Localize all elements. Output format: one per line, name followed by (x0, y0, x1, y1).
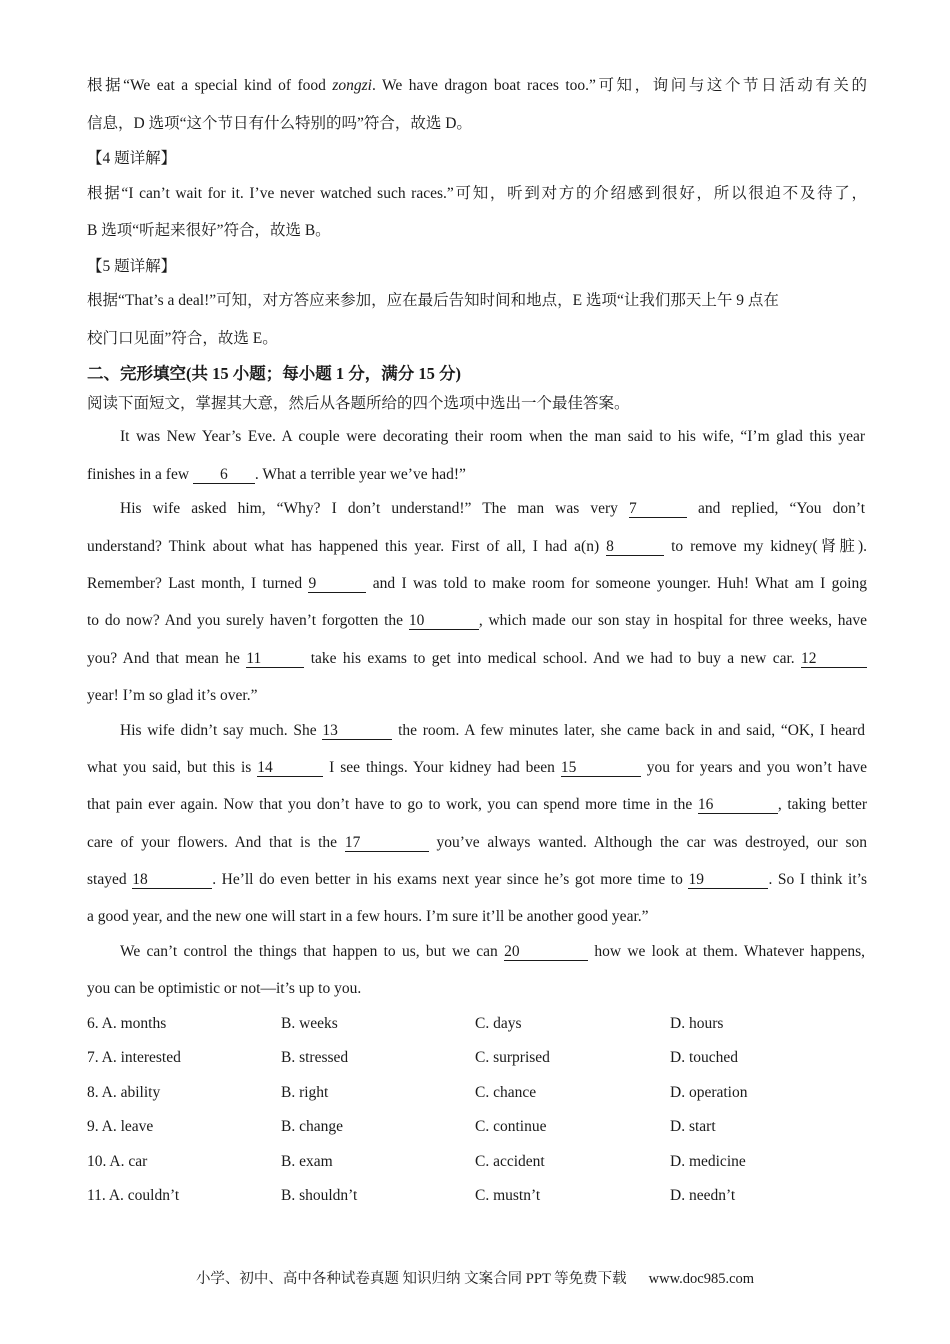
option-b: B. right (281, 1084, 329, 1101)
q5-explanation-line2: 校门口见面”符合，故选 E。 (87, 330, 278, 347)
passage-line: year! I’m so glad it’s over.” (87, 687, 258, 704)
option-d: D. needn’t (670, 1187, 736, 1204)
option-b: B. stressed (281, 1049, 349, 1066)
option-a: 8. A. ability (87, 1084, 161, 1101)
passage-line: His wife asked him, “Why? I don’t understand!” The man was very 7 and replied, “You don’t (120, 500, 866, 517)
blank-20: 20 (504, 944, 588, 961)
passage-line: We can’t control the things that happen to us, but we can 20 how we look at them. Whatever happens, (120, 943, 866, 960)
footer-link[interactable]: www.doc985.com (648, 1271, 755, 1287)
option-b: B. change (281, 1118, 343, 1135)
blank-14: 14 (257, 760, 323, 777)
option-c: C. continue (475, 1118, 547, 1135)
q4-title: 【4 题详解】 (87, 150, 177, 167)
blank-18: 18 (132, 872, 212, 889)
passage-line: His wife didn’t say much. She 13 the room. A few minutes later, she came back in and said, “OK, I heard (120, 722, 865, 739)
option-a: 9. A. leave (87, 1118, 154, 1135)
section-instruction: 阅读下面短文，掌握其大意，然后从各题所给的四个选项中选出一个最佳答案。 (87, 395, 630, 412)
passage-line: a good year, and the new one will start in a few hours. I’m sure it’ll be another good year.” (87, 908, 649, 925)
option-a: 11. A. couldn’t (87, 1187, 180, 1204)
passage-line: finishes in a few 6 . What a terrible year we’ve had!” (87, 466, 466, 483)
option-a: 7. A. interested (87, 1049, 181, 1066)
q3-explanation-line2: 信息，D 选项“这个节日有什么特别的吗”符合，故选 D。 (87, 115, 472, 132)
blank-9: 9 (308, 576, 366, 593)
blank-8: 8 (606, 539, 664, 556)
passage-line: stayed 18 . He’ll do even better in his exams next year since he’s got more time to 19 . So I think it’s (87, 871, 867, 888)
option-d: D. medicine (670, 1153, 746, 1170)
option-c: C. surprised (475, 1049, 550, 1066)
q4-explanation-line2: B 选项“听起来很好”符合，故选 B。 (87, 222, 331, 239)
passage-line: Remember? Last month, I turned 9 and I was told to make room for someone younger. Huh! What am I going (87, 575, 867, 592)
blank-19: 19 (688, 872, 768, 889)
option-c: C. chance (475, 1084, 537, 1101)
blank-17: 17 (345, 835, 429, 852)
footer-text: 小学、初中、高中各种试卷真题 知识归纳 文案合同 PPT 等免费下载 (195, 1271, 627, 1287)
blank-10: 10 (409, 613, 479, 630)
option-b: B. exam (281, 1153, 333, 1170)
option-a: 6. A. months (87, 1015, 167, 1032)
blank-11: 11 (246, 651, 304, 668)
option-b: B. shouldn’t (281, 1187, 358, 1204)
blank-15: 15 (561, 760, 641, 777)
option-d: D. touched (670, 1049, 739, 1066)
passage-line: you? And that mean he 11 take his exams to get into medical school. And we had to buy a new car. 12 (87, 649, 867, 669)
option-c: C. days (475, 1015, 522, 1032)
passage-line: It was New Year’s Eve. A couple were decorating their room when the man said to his wife, “I’m glad this year (120, 428, 865, 445)
blank-13: 13 (322, 723, 392, 740)
option-d: D. operation (670, 1084, 748, 1101)
passage-line: that pain ever again. Now that you don’t have to go to work, you can spend more time in the 16 , taking better (87, 796, 867, 813)
q5-explanation-line1: 根据“That’s a deal!”可知，对方答应来参加，应在最后告知时间和地点，E 选项“让我们那天上午 9 点在 (87, 292, 779, 309)
blank-16: 16 (698, 797, 778, 814)
q4-explanation-line1: 根据“I can’t wait for it. I’ve never watched such races.”可知，听到对方的介绍感到很好，所以很迫不及待了， (87, 185, 867, 202)
blank-6: 6 (193, 467, 255, 484)
passage-line: you can be optimistic or not—it’s up to you. (87, 980, 362, 997)
passage-line: understand? Think about what has happened this year. First of all, I had a(n) 8 to remove my kidney(肾脏). (87, 538, 867, 555)
section-heading: 二、完形填空(共 15 小题；每小题 1 分，满分 15 分) (87, 364, 461, 383)
option-b: B. weeks (281, 1015, 338, 1032)
blank-12: 12 (801, 651, 867, 668)
option-d: D. hours (670, 1015, 724, 1032)
option-d: D. start (670, 1118, 716, 1135)
q5-title: 【5 题详解】 (87, 258, 177, 275)
passage-line: what you said, but this is 14 I see things. Your kidney had been 15 you for years and you won’t have (87, 759, 868, 776)
passage-line: to do now? And you surely haven’t forgotten the 10 , which made our son stay in hospital for three weeks, have (87, 612, 867, 629)
page-footer (0, 1270, 950, 1288)
option-c: C. accident (475, 1153, 545, 1170)
option-a: 10. A. car (87, 1153, 148, 1170)
passage-line: care of your flowers. And that is the 17 you’ve always wanted. Although the car was destroyed, our son (87, 834, 867, 851)
q3-explanation-line1: 根据“We eat a special kind of food zongzi. We have dragon boat races too.”可知，询问与这个节日活动有关的 (87, 77, 867, 94)
blank-7: 7 (629, 501, 687, 518)
option-c: C. mustn’t (475, 1187, 541, 1204)
